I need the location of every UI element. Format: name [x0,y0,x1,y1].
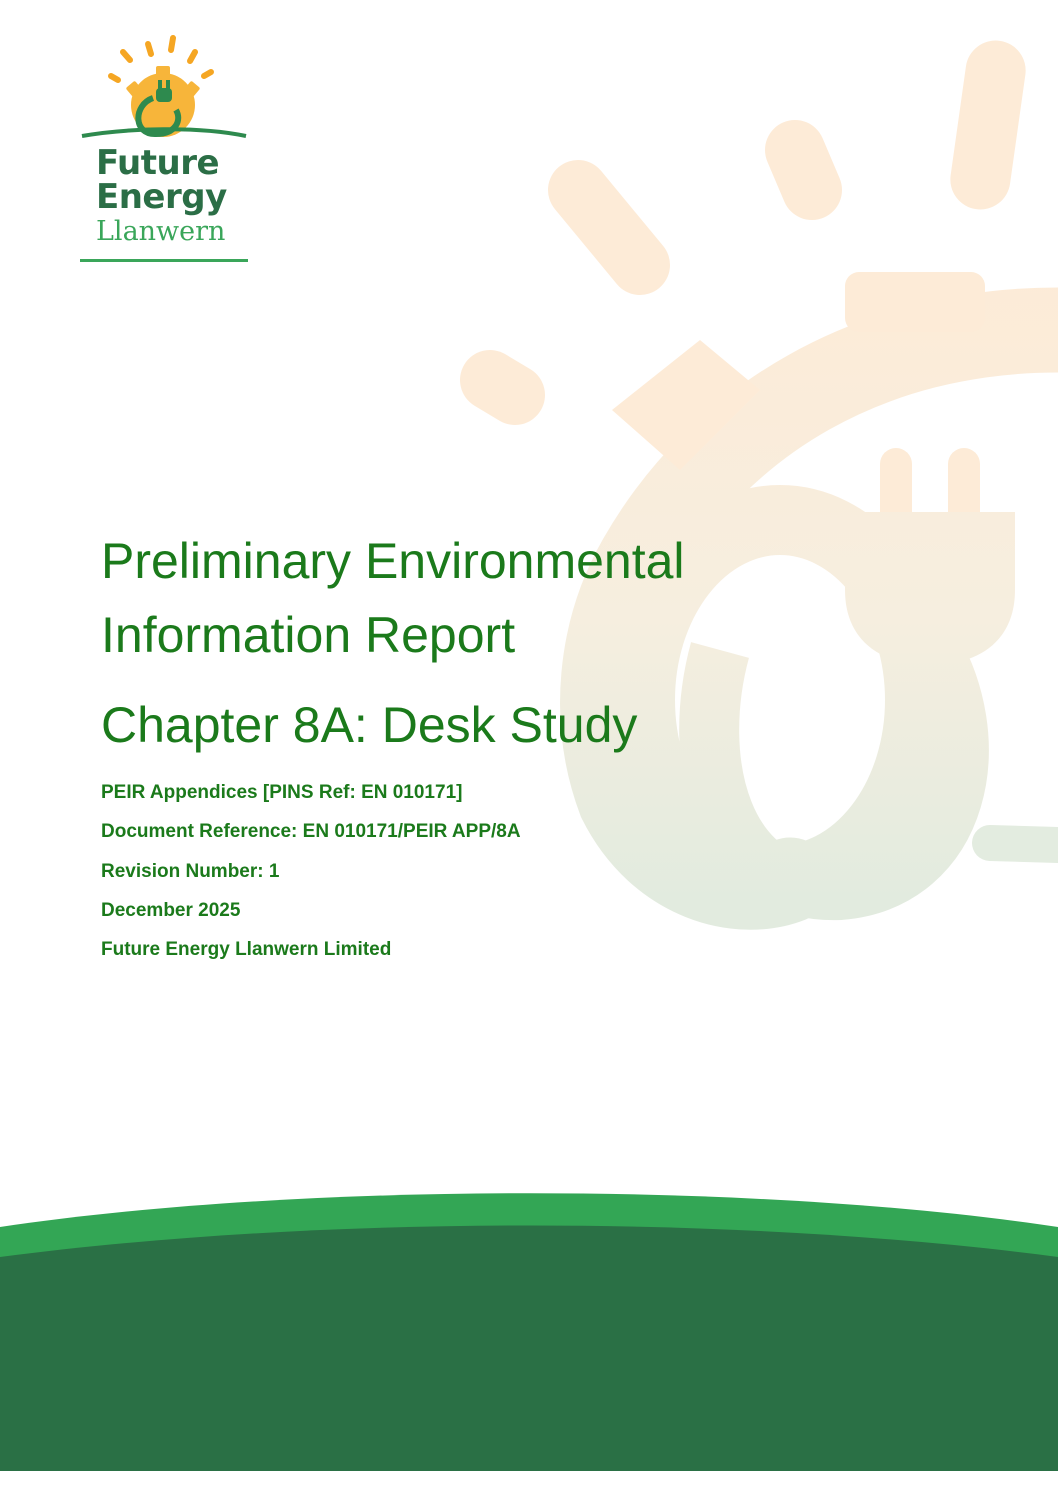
logo-text-energy: Energy [96,177,227,217]
document-reference: Document Reference: EN 010171/PEIR APP/8A [101,821,521,843]
company-name: Future Energy Llanwern Limited [101,939,392,961]
logo-text-future: Future [96,143,220,183]
report-title: Preliminary Environmental Information Report [101,533,685,663]
future-energy-llanwern-logo [78,30,250,266]
chapter-title: Chapter 8A: Desk Study [101,697,638,753]
logo-underline [80,259,248,262]
sun-gear-plug-icon [78,30,250,142]
revision-number: Revision Number: 1 [101,860,280,882]
document-metadata [101,781,521,977]
logo-text-llanwern: Llanwern [96,216,226,247]
footer-green-wave [0,1180,1058,1497]
issue-date: December 2025 [101,899,241,921]
peir-appendices-ref: PEIR Appendices [PINS Ref: EN 010171] [101,782,463,803]
